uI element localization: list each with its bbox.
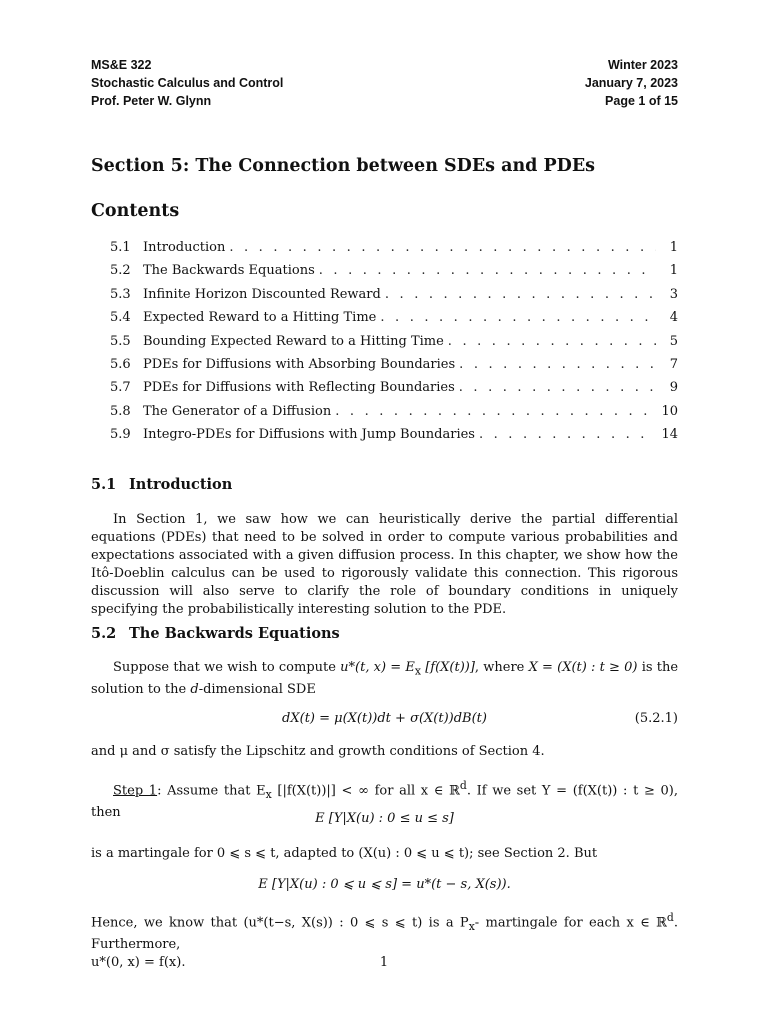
subsection-title: Introduction	[129, 476, 233, 493]
math-superscript: d	[459, 779, 467, 792]
text-span: Suppose that we wish to compute	[113, 660, 341, 675]
subsection-number: 5.2	[91, 625, 117, 642]
subsection-title: The Backwards Equations	[129, 625, 340, 642]
page-of: Page 1 of 15	[605, 94, 678, 108]
math-subscript: x	[414, 664, 421, 678]
backwards-paragraph-2: and μ and σ satisfy the Lipschitz and growth conditions of Section 4.	[91, 744, 545, 759]
equation-5-2-1	[91, 711, 678, 726]
toc-entry-page: 3	[669, 286, 678, 302]
equation-body: dX(t) = μ(X(t))dt + σ(X(t))dB(t)	[282, 711, 487, 726]
math-expression: [f(X(t))]	[420, 660, 475, 675]
toc-entry-number: 5.3	[110, 286, 131, 302]
table-of-contents	[91, 240, 678, 451]
text-span: -dimensional SDE	[198, 681, 316, 697]
toc-leader-dots	[225, 240, 656, 255]
course-code: MS&E 322	[91, 58, 152, 72]
text-span: Hence, we know that (u*(t−s, X(s)) : 0 ⩽ s ⩽ t) is a P	[91, 915, 469, 931]
text-span: . If we set Y = (f(X(t)) : t ≥ 0), then	[91, 783, 678, 820]
toc-entry-number: 5.8	[110, 403, 131, 419]
toc-entry-number: 5.7	[110, 380, 131, 396]
text-span: , where	[474, 660, 529, 675]
text-span: : Assume that E	[157, 783, 266, 799]
toc-entry[interactable]	[91, 334, 678, 357]
toc-entry-page: 1	[669, 263, 678, 279]
equation-number: (5.2.1)	[634, 711, 678, 726]
header-right	[585, 56, 678, 110]
instructor: Prof. Peter W. Glynn	[91, 94, 212, 108]
math-expression: d	[190, 681, 199, 697]
toc-entry[interactable]	[91, 380, 678, 403]
toc-entry[interactable]	[91, 404, 678, 427]
toc-entry-page: 9	[669, 380, 678, 396]
toc-leader-dots	[455, 357, 656, 372]
text-span: u*(0, x) = f(x).	[91, 954, 186, 970]
math-expression: u*(t, x) = E	[340, 660, 415, 675]
toc-entry-title: Introduction	[143, 240, 226, 255]
math-subscript: x	[468, 919, 475, 933]
math-subscript: x	[265, 787, 272, 801]
toc-entry-title: Integro-PDEs for Diffusions with Jump Boundaries	[143, 427, 475, 443]
step-label: Step 1	[113, 783, 158, 799]
backwards-paragraph-1	[91, 659, 678, 699]
math-expression: X = (X(t) : t ≥ 0)	[528, 660, 638, 675]
date: January 7, 2023	[584, 76, 678, 90]
toc-entry[interactable]	[91, 240, 678, 263]
toc-entry-page: 10	[661, 403, 678, 419]
subsection-heading-backwards	[91, 625, 340, 642]
toc-entry-page: 1	[669, 240, 678, 255]
toc-entry-title: Bounding Expected Reward to a Hitting Time	[143, 333, 444, 349]
toc-entry-number: 5.1	[110, 240, 131, 255]
toc-entry-title: The Generator of a Diffusion	[143, 403, 332, 419]
equation-body: E [Y|X(u) : 0 ⩽ u ⩽ s] = u*(t − s, X(s)).	[258, 877, 511, 892]
backwards-paragraph-3: is a martingale for 0 ⩽ s ⩽ t, adapted to (X(u) : 0 ⩽ u ⩽ t); see Section 2. But	[91, 846, 598, 861]
header-left	[91, 56, 283, 110]
section-title: Section 5: The Connection between SDEs and PDEs	[91, 156, 596, 176]
course-title: Stochastic Calculus and Control	[91, 76, 284, 90]
subsection-number: 5.1	[91, 476, 117, 493]
text-span: is the solution to the	[91, 660, 679, 697]
toc-entry-title: PDEs for Diffusions with Absorbing Boundaries	[143, 356, 456, 372]
toc-entry-number: 5.6	[110, 356, 131, 372]
intro-paragraph: In Section 1, we saw how we can heuristically derive the partial differential equations (PDEs) that need to be solved in order to compute various probabilities and expectations associated with a given diffusion process. In this chapter, we show how the Itô-Doeblin calculus can be used to rigorously validate this connection. This rigorous discussion will also serve to clarify the role of boundary conditions in uniquely specifying the probabilistically interesting solution to the PDE.	[91, 512, 678, 617]
term: Winter 2023	[607, 58, 678, 72]
equation-body: E [Y|X(u) : 0 ≤ u ≤ s]	[315, 811, 454, 826]
toc-leader-dots	[376, 310, 656, 325]
toc-entry-page: 7	[669, 356, 678, 372]
toc-leader-dots	[475, 427, 656, 442]
toc-entry-number: 5.4	[110, 310, 131, 326]
toc-entry-page: 14	[661, 427, 678, 443]
toc-entry[interactable]	[91, 263, 678, 286]
toc-entry[interactable]	[91, 310, 678, 333]
equation-conditional-expectation	[91, 811, 678, 826]
toc-entry-number: 5.5	[110, 333, 131, 349]
equation-martingale	[91, 877, 678, 892]
toc-entry[interactable]	[91, 357, 678, 380]
contents-heading: Contents	[91, 201, 180, 221]
math-superscript: d	[666, 911, 674, 924]
subsection-heading-intro	[91, 476, 232, 493]
toc-leader-dots	[444, 334, 656, 349]
toc-entry[interactable]	[91, 287, 678, 310]
toc-entry-number: 5.2	[110, 263, 131, 279]
page-number: 1	[379, 955, 389, 970]
text-span: - martingale for each x ∈ ℝ	[474, 915, 667, 931]
text-span: . Furthermore,	[91, 915, 678, 952]
toc-entry[interactable]	[91, 427, 678, 450]
toc-entry-number: 5.9	[110, 427, 131, 443]
toc-leader-dots	[381, 287, 656, 302]
toc-leader-dots	[315, 263, 656, 278]
toc-entry-page: 4	[669, 310, 678, 326]
toc-entry-page: 5	[669, 333, 678, 349]
toc-entry-title: PDEs for Diffusions with Reflecting Boundaries	[143, 380, 455, 396]
toc-leader-dots	[455, 380, 656, 395]
toc-entry-title: Expected Reward to a Hitting Time	[143, 310, 377, 326]
text-span: [|f(X(t))|] < ∞ for all x ∈ ℝ	[271, 783, 460, 799]
toc-entry-title: The Backwards Equations	[143, 263, 315, 279]
toc-entry-title: Infinite Horizon Discounted Reward	[143, 286, 381, 302]
toc-leader-dots	[331, 404, 656, 419]
